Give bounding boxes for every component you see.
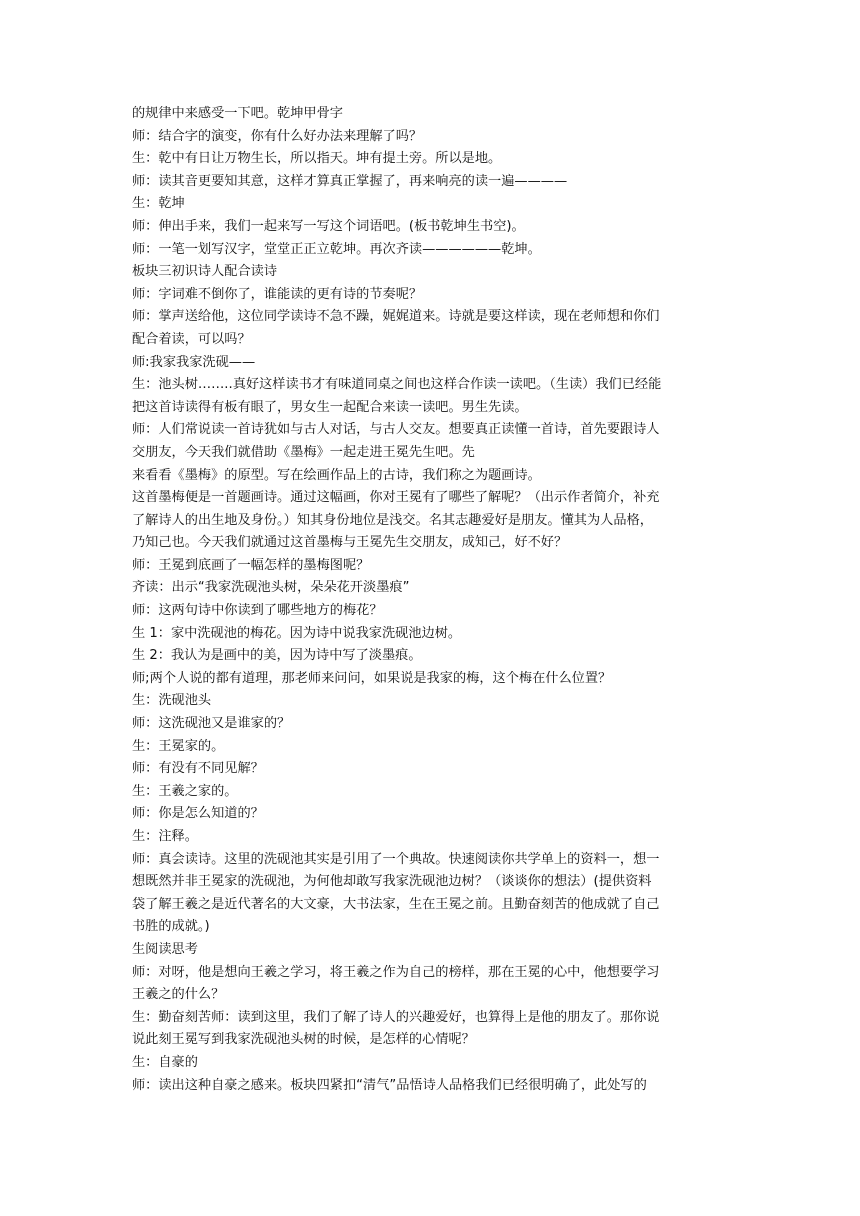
text-line: 乃知己也。今天我们就通过这首墨梅与王冕先生交朋友，成知己，好不好？ [132, 535, 568, 551]
text-line: 生 1：家中洗砚池的梅花。因为诗中说我家洗砚池边树。 [132, 625, 462, 641]
text-line: 师：一笔一划写汉字，堂堂正正立乾坤。再次齐读——————乾坤。 [132, 241, 541, 257]
text-line: 生：勤奋刻苦师：读到这里，我们了解了诗人的兴趣爱好，也算得上是他的朋友了。那你说 [132, 1009, 660, 1025]
text-line: 生：乾坤 [132, 196, 185, 212]
text-line: 师：对呀，他是想向王羲之学习，将王羲之作为自己的榜样，那在王冕的心中，他想要学习 [132, 964, 660, 980]
text-line: 这首墨梅便是一首题画诗。通过这幅画，你对王冕有了哪些了解呢？（出示作者简介，补充 [132, 490, 660, 506]
text-line: 师：有没有不同见解？ [132, 761, 264, 777]
text-line: 了解诗人的出生地及身份。）知其身份地位是浅交。名其志趣爱好是朋友。懂其为人品格， [132, 512, 653, 528]
text-line: 师：掌声送给他，这位同学读诗不急不躁，娓娓道来。诗就是要这样读，现在老师想和你们 [132, 309, 660, 325]
text-line: 来看看《墨梅》的原型。写在绘画作品上的古诗，我们称之为题画诗。 [132, 467, 541, 483]
text-line: 袋了解王羲之是近代著名的大文豪，大书法家，生在王冕之前。且勤奋刻苦的他成就了自己 [132, 896, 660, 912]
text-line: 书胜的成就。) [132, 919, 210, 935]
text-line: 生：乾中有日让万物生长，所以指天。坤有提土旁。所以是地。 [132, 151, 502, 167]
text-line: 交朋友，今天我们就借助《墨梅》一起走进王冕先生吧。先 [132, 444, 475, 460]
text-line: 说此刻王冕写到我家洗砚池头树的时候，是怎样的心情呢？ [132, 1032, 475, 1048]
text-line: 生：池头树……..真好这样读书才有味道同桌之间也这样合作读一读吧。（生读）我们已经能 [132, 377, 662, 393]
text-line: 生：注释。 [132, 829, 198, 844]
text-line: 生 2：我认为是画中的美，因为诗中写了淡墨痕。 [132, 648, 422, 664]
text-line: 师：读出这种自豪之感来。板块四紧扣“清气”品悟诗人品格我们已经很明确了，此处写的 [132, 1077, 647, 1093]
text-line: 配合着读，可以吗？ [132, 331, 251, 347]
text-line: 师：你是怎么知道的？ [132, 806, 264, 822]
text-line: 生：自豪的 [132, 1054, 198, 1070]
text-line: 师:我家我家洗砚—— [132, 354, 256, 370]
text-line: 生：王冕家的。 [132, 738, 225, 754]
text-line: 的规律中来感受一下吧。乾坤甲骨字 [132, 106, 343, 121]
text-line: 师：这洗砚池又是谁家的？ [132, 716, 291, 732]
text-line: 师：伸出手来，我们一起来写一写这个词语吧。(板书乾坤生书空)。 [132, 218, 525, 234]
text-line: 师：王冕到底画了一幅怎样的墨梅图呢？ [132, 557, 370, 573]
text-line: 师：结合字的演变，你有什么好办法来理解了吗？ [132, 128, 423, 144]
text-line: 王羲之的什么？ [132, 987, 225, 1003]
text-line: 师：读其音更要知其意，这样才算真正掌握了，再来响亮的读一遍———— [132, 173, 568, 189]
text-line: 师;两个人说的都有道理，那老师来问问，如果说是我家的梅，这个梅在什么位置？ [132, 670, 612, 686]
text-line: 板块三初识诗人配合读诗 [132, 264, 278, 280]
text-line: 师：这两句诗中你读到了哪些地方的梅花？ [132, 603, 383, 619]
text-line: 把这首诗读得有板有眼了，男女生一起配合来读一读吧。男生先读。 [132, 399, 528, 415]
text-line: 想既然并非王冕家的洗砚池，为何他却敢写我家洗砚池边树？（谈谈你的想法）(提供资料 [132, 874, 652, 890]
text-line: 生：王羲之家的。 [132, 783, 238, 799]
text-line: 师：人们常说读一首诗犹如与古人对话，与古人交友。想要真正读懂一首诗，首先要跟诗人 [132, 422, 660, 438]
text-line: 生阅读思考 [132, 941, 198, 957]
text-line: 师：真会读诗。这里的洗砚池其实是引用了一个典故。快速阅读你共学单上的资料一，想一 [132, 851, 660, 867]
text-line: 齐读：出示“我家洗砚池头树，朵朵花开淡墨痕” [132, 580, 410, 596]
document-body [132, 103, 732, 1097]
text-line: 生：洗砚池头 [132, 693, 212, 709]
text-line: 师：字词难不倒你了，谁能读的更有诗的节奏呢？ [132, 286, 423, 302]
